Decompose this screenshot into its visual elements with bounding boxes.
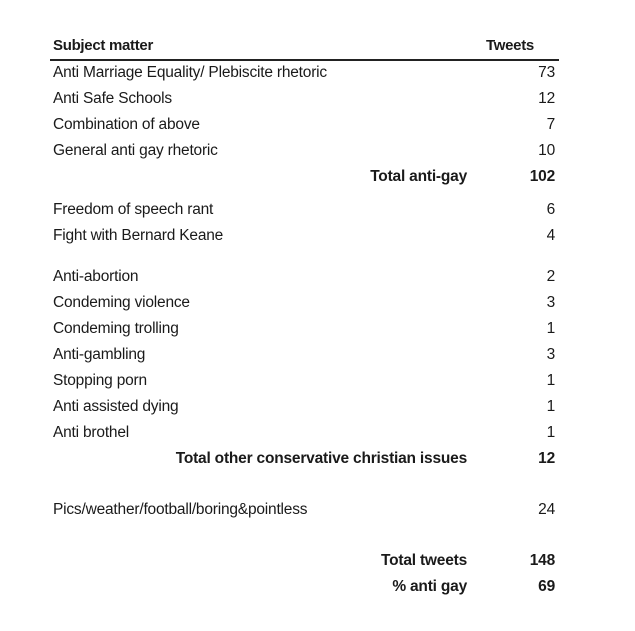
row-label: Stopping porn [53, 372, 147, 389]
row-count: 24 [538, 501, 555, 518]
row-label: Condeming violence [53, 294, 190, 311]
row-label: General anti gay rhetoric [53, 142, 218, 159]
percent-anti-gay-label: % anti gay [392, 578, 467, 595]
subtotal-row-christian [0, 450, 635, 472]
table-row [0, 372, 635, 394]
row-count: 2 [546, 268, 555, 285]
table-row [0, 268, 635, 290]
row-count: 3 [546, 294, 555, 311]
table-row [0, 294, 635, 316]
row-count: 1 [546, 424, 555, 441]
table-row [0, 320, 635, 342]
total-tweets-label: Total tweets [380, 552, 467, 569]
row-label: Pics/weather/football/boring&pointless [53, 501, 308, 518]
subtotal-label: Total other conservative christian issues [175, 450, 467, 467]
table-row [0, 116, 635, 138]
table-row [0, 227, 635, 249]
table-row [0, 64, 635, 86]
row-label: Condeming trolling [53, 320, 179, 337]
table-row [0, 142, 635, 164]
table-row [0, 90, 635, 112]
subtotal-count: 12 [538, 450, 555, 467]
percent-anti-gay-row [0, 578, 635, 600]
table-row [0, 398, 635, 420]
row-label: Anti Marriage Equality/ Plebiscite rhetoric [53, 64, 327, 81]
row-count: 73 [538, 64, 555, 81]
row-count: 1 [546, 398, 555, 415]
header-divider [50, 59, 559, 61]
subtotal-label: Total anti-gay [370, 168, 467, 185]
row-count: 4 [546, 227, 555, 244]
row-label: Anti-gambling [53, 346, 146, 363]
row-label: Freedom of speech rant [53, 201, 214, 218]
row-label: Anti-abortion [53, 268, 139, 285]
row-label: Anti assisted dying [53, 398, 179, 415]
row-label: Anti brothel [53, 424, 130, 441]
row-count: 12 [538, 90, 555, 107]
table-row [0, 424, 635, 446]
table-row [0, 346, 635, 368]
subtotal-count: 102 [529, 168, 555, 185]
row-count: 1 [546, 372, 555, 389]
row-count: 6 [546, 201, 555, 218]
table-row [0, 201, 635, 223]
row-count: 1 [546, 320, 555, 337]
row-label: Anti Safe Schools [53, 90, 172, 107]
row-label: Combination of above [53, 116, 200, 133]
total-tweets-row [0, 552, 635, 574]
percent-anti-gay-value: 69 [538, 578, 555, 595]
column-header-tweets: Tweets [486, 37, 534, 54]
row-count: 3 [546, 346, 555, 363]
row-count: 7 [546, 116, 555, 133]
row-label: Fight with Bernard Keane [53, 227, 224, 244]
row-count: 10 [538, 142, 555, 159]
total-tweets-count: 148 [529, 552, 555, 569]
subtotal-row-anti-gay [0, 168, 635, 190]
column-header-subject: Subject matter [53, 37, 153, 54]
table-row [0, 501, 635, 523]
